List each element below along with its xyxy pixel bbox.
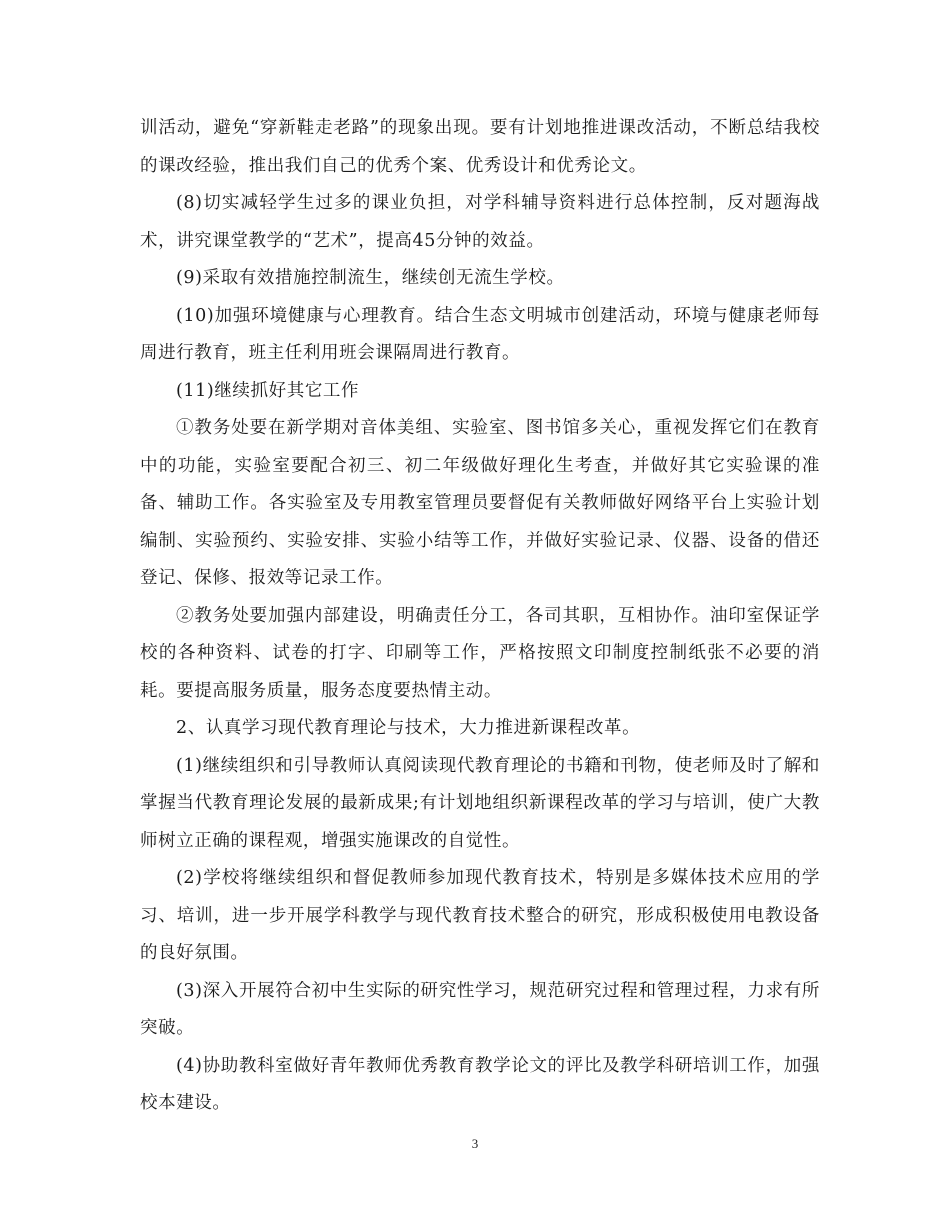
paragraph: 训活动，避免“穿新鞋走老路”的现象出现。要有计划地推进课改活动，不断总结我校的课改经验，推出我们自己的优秀个案、优秀设计和优秀论文。: [140, 118, 820, 176]
page-number: 3: [471, 1136, 479, 1151]
paragraph: (4)协助教科室做好青年教师优秀教育教学论文的评比及教学科研培训工作，加强校本建设。: [140, 1055, 820, 1113]
paragraph: (10)加强环境健康与心理教育。结合生态文明城市创建活动，环境与健康老师每周进行教育，班主任利用班会课隔周进行教育。: [140, 305, 820, 363]
paragraph: 2、认真学习现代教育理论与技术，大力推进新课程改革。: [176, 718, 641, 738]
document-body: [140, 110, 820, 1123]
paragraph: (9)采取有效措施控制流生，继续创无流生学校。: [176, 268, 565, 288]
paragraph: (1)继续组织和引导教师认真阅读现代教育理论的书籍和刊物，使老师及时了解和掌握当代教育理论发展的最新成果;有计划地组织新课程改革的学习与培训，使广大教师树立正确的课程观，增强实施课改的自觉性。: [140, 755, 820, 851]
paragraph: ①教务处要在新学期对音体美组、实验室、图书馆多关心，重视发挥它们在教育中的功能，实验室要配合初三、初二年级做好理化生考查，并做好其它实验课的准备、辅助工作。各实验室及专用教室管理员要督促有关教师做好网络平台上实验计划编制、实验预约、实验安排、实验小结等工作，并做好实验记录、仪器、设备的借还登记、保修、报效等记录工作。: [140, 418, 820, 588]
paragraph: (8)切实减轻学生过多的课业负担，对学科辅导资料进行总体控制，反对题海战术，讲究课堂教学的“艺术”，提高45分钟的效益。: [140, 193, 820, 251]
paragraph: ②教务处要加强内部建设，明确责任分工，各司其职，互相协作。油印室保证学校的各种资料、试卷的打字、印刷等工作，严格按照文印制度控制纸张不必要的消耗。要提高服务质量，服务态度要热情主动。: [140, 605, 820, 701]
paragraph: (11)继续抓好其它工作: [176, 380, 360, 401]
paragraph: (3)深入开展符合初中生实际的研究性学习，规范研究过程和管理过程，力求有所突破。: [140, 980, 820, 1038]
paragraph: (2)学校将继续组织和督促教师参加现代教育技术，特别是多媒体技术应用的学习、培训，进一步开展学科教学与现代教育技术整合的研究，形成积极使用电教设备的良好氛围。: [140, 868, 820, 963]
